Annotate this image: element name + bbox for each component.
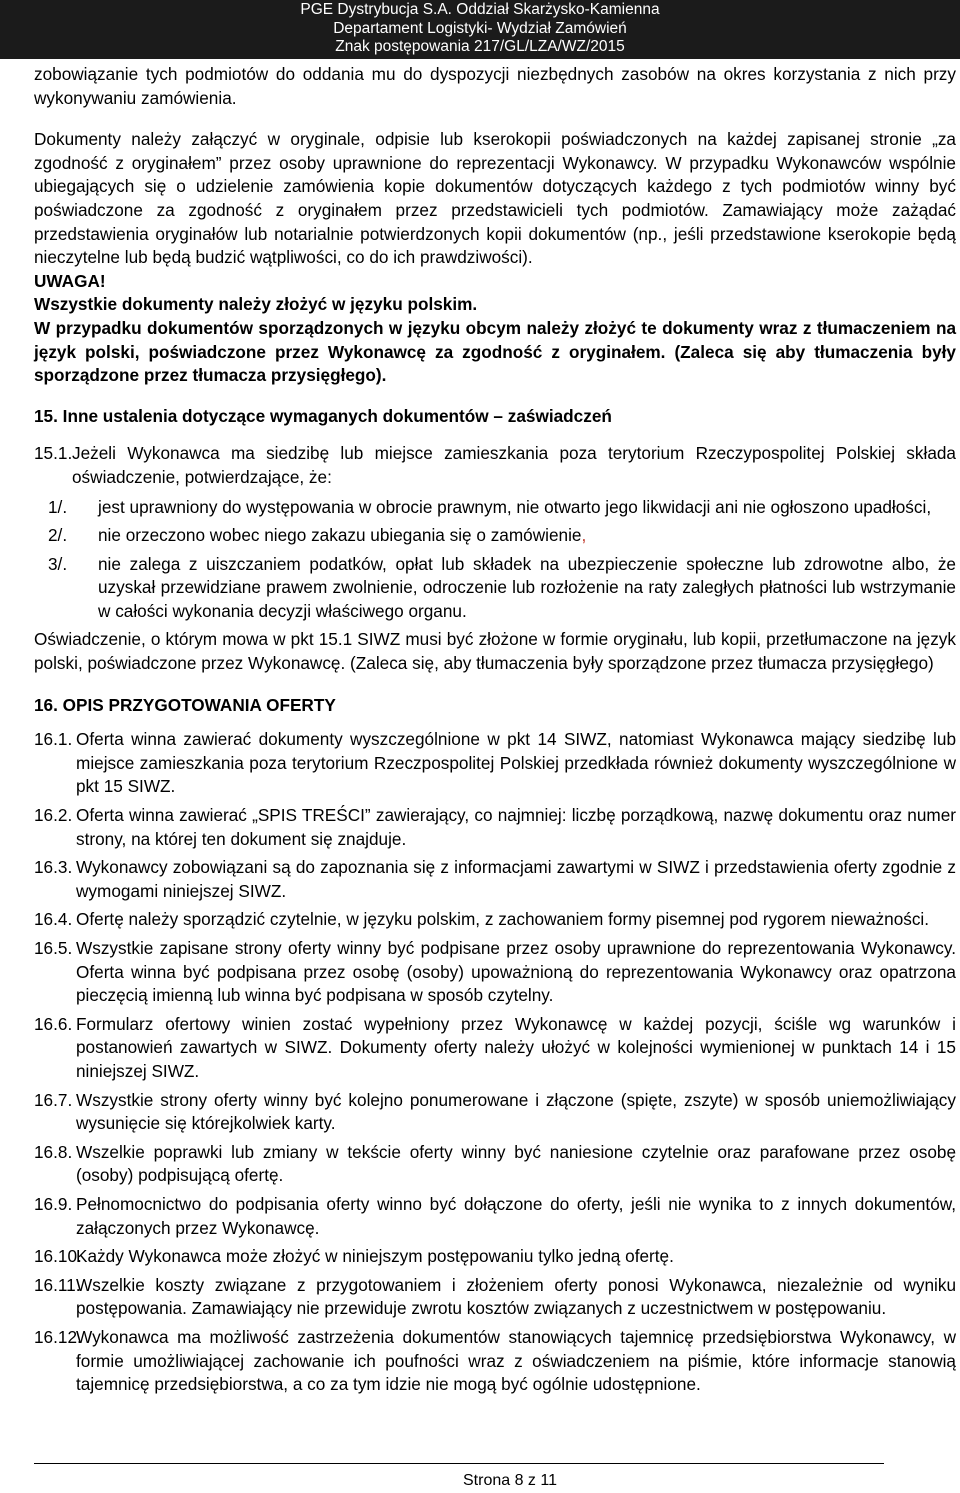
warning-language: Wszystkie dokumenty należy złożyć w języku polskim.: [34, 294, 478, 315]
offer-rule-text: Wszystkie zapisane strony oferty winny być podpisane przez osoby uprawnione do reprezentowania Wykonawcy. Oferta winna być podpisana przez osobę (osoby) upoważnioną do reprezentowania Wykonawcy oraz opatrzona pieczęcią imienną lub winna być podpisana w sposób czytelny.: [76, 938, 956, 1006]
section-15-heading: 15. Inne ustalenia dotyczące wymaganych dokumentów – zaświadczeń: [34, 405, 612, 426]
offer-rule-item: [34, 728, 956, 799]
offer-rule-item: [34, 1013, 956, 1084]
offer-rule-item: [34, 1141, 956, 1188]
header-department: Departament Logistyki- Wydział Zamówień: [333, 19, 627, 37]
offer-rule-number: 16.12.: [34, 1326, 82, 1347]
page-number: Strona 8 z 11: [463, 1472, 557, 1489]
offer-rule-number: 16.5.: [34, 938, 73, 958]
offer-rule-number: 16.7.: [34, 1089, 73, 1110]
offer-rule-text: Formularz ofertowy winien zostać wypełniony przez Wykonawcę w każdej pozycji, ściśle wg warunków i postanowień zawartych w SIWZ. Dokumenty oferty należy ułożyć w kolejności wymienionej w punktach 14 i 15 niniejszej SIWZ.: [76, 1013, 956, 1081]
offer-rule-number: 16.10.: [34, 1246, 82, 1267]
offer-rule-number: 16.2.: [34, 805, 73, 826]
offer-rule-number: 16.4.: [34, 909, 73, 930]
item-number: 15.1.: [34, 443, 73, 464]
offer-rule-item: [34, 908, 956, 932]
declaration-item-number: 1/.: [48, 496, 68, 517]
header-reference: Znak postępowania 217/GL/LZA/WZ/2015: [335, 38, 625, 55]
declaration-item-text: nie zalega z uiszczaniem podatków, opłat lub składek na ubezpieczenie społeczne lub zdrowotne albo, że uzyskał przewidziane prawem zwolnienie, odroczenie lub rozłożenie na raty zaległych płatności lub wstrzymanie w całości wykonania decyzji właściwego organu.: [98, 553, 956, 621]
offer-rule-text: Ofertę należy sporządzić czytelnie, w języku polskim, z zachowaniem formy pisemnej pod rygorem nieważności.: [76, 909, 930, 930]
offer-rule-item: [34, 1274, 956, 1321]
offer-rule-number: 16.9.: [34, 1193, 73, 1214]
declaration-item: [34, 553, 956, 624]
offer-rule-item: [34, 804, 956, 851]
offer-rule-text: Oferta winna zawierać „SPIS TREŚCI” zawierający, co najmniej: liczbę porządkową, nazwę dokumentu oraz numer strony, na której ten dokument się znajduje.: [76, 805, 956, 849]
paragraph-documents: Dokumenty należy załączyć w oryginale, odpisie lub kserokopii poświadczonych na każdej zapisanej stronie „za zgodność z oryginałem” przez osoby uprawnione do reprezentacji Wykonawcy. W przypadku Wykonawców wspólnie ubiegających się o udzielenie zamówienia kopie dokumentów dotyczących każdego z tych podmiotów winny być poświadczone za zgodność z oryginałem przez przedstawicieli tych podmiotów. Zamawiający może zażądać przedstawienia oryginałów lub notarialnie potwierdzonych kopii dokumentów (np., jeśli przedstawione kserokopie będą nieczytelne lub będą budzić wątpliwości, co do ich prawdziwości).: [34, 129, 956, 268]
offer-rule-item: [34, 937, 956, 1008]
paragraph-declaration: Oświadczenie, o którym mowa w pkt 15.1 SIWZ musi być złożone w formie oryginału, lub kopii, przetłumaczone na język polski, poświadczone przez Wykonawcę. (Zaleca się, aby tłumaczenia były sporządzone przez tłumacza przysięgłego): [34, 629, 956, 674]
offer-rule-number: 16.8.: [34, 1141, 73, 1162]
header-company: PGE Dystrybucja S.A. Oddział Skarżysko-Kamienna: [300, 1, 660, 18]
page-header: [0, 0, 960, 59]
offer-rule-text: Oferta winna zawierać dokumenty wyszczególnione w pkt 14 SIWZ, natomiast Wykonawca mający siedzibę lub miejsce zamieszkania poza terytorium Rzeczpospolitej Polskiej przedkłada również dokumenty wyszczególnione w pkt 15 SIWZ.: [76, 729, 956, 797]
item-15-1: [34, 442, 956, 489]
offer-rule-item: [34, 1245, 956, 1269]
warning-label: UWAGA!: [34, 270, 106, 291]
declaration-item-text: nie orzeczono wobec niego zakazu ubiegania się o zamówienie,: [98, 525, 587, 546]
offer-rule-number: 16.6.: [34, 1013, 73, 1034]
offer-rule-item: [34, 1193, 956, 1240]
document-body: [34, 63, 956, 1402]
declaration-list: [34, 496, 956, 624]
offer-rule-number: 16.3.: [34, 857, 73, 878]
offer-rule-text: Wykonawca ma możliwość zastrzeżenia dokumentów stanowiących tajemnicę przedsiębiorstwa Wykonawcy, w formie umożliwiającej zachowanie ich poufności wraz z oświadczeniem na piśmie, które informacje stanowią tajemnicę przedsiębiorstwa, a co za tym idzie nie mogą być ogólnie udostępnione.: [76, 1326, 956, 1395]
declaration-item: [34, 496, 956, 520]
offer-rule-text: Wykonawcy zobowiązani są do zapoznania się z informacjami zawartymi w SIWZ i przedstawienia oferty zgodnie z wymogami niniejszej SIWZ.: [76, 857, 956, 901]
offer-rule-number: 16.1.: [34, 729, 73, 750]
offer-rule-text: Pełnomocnictwo do podpisania oferty winno być dołączone do oferty, jeśli nie wynika to z innych dokumentów, załączonych przez Wykonawcę.: [76, 1193, 956, 1238]
warning-translation: W przypadku dokumentów sporządzonych w języku obcym należy złożyć te dokumenty wraz z tłumaczeniem na język polski, poświadczone przez Wykonawcę za zgodność z oryginałem. (Zaleca się aby tłumaczenia były sporządzone przez tłumacza przysięgłego).: [34, 317, 956, 386]
offer-rule-item: [34, 1326, 956, 1397]
offer-rule-text: Wszelkie koszty związane z przygotowaniem i złożeniem oferty ponosi Wykonawca, niezależnie od wyniku postępowania. Zamawiający nie przewiduje zwrotu kosztów związanych z uczestnictwem w postępowaniu.: [76, 1274, 956, 1319]
footer-divider: [34, 1463, 884, 1464]
declaration-item-number: 3/.: [48, 553, 68, 574]
item-text: Jeżeli Wykonawca ma siedzibę lub miejsce zamieszkania poza terytorium Rzeczypospolitej Polskiej składa oświadczenie, potwierdzające, że:: [72, 443, 956, 487]
offer-rule-text: Wszystkie strony oferty winny być kolejno ponumerowane i złączone (spięte, zszyte) w sposób uniemożliwiający wysunięcie się którejkolwiek karty.: [76, 1089, 956, 1134]
declaration-item-number: 2/.: [48, 525, 68, 546]
offer-rule-text: Każdy Wykonawca może złożyć w niniejszym postępowaniu tylko jedną ofertę.: [76, 1246, 674, 1267]
offer-rule-item: [34, 856, 956, 903]
declaration-item-text: jest uprawniony do występowania w obrocie prawnym, nie otwarto jego likwidacji ani nie ogłoszono upadłości,: [98, 496, 932, 517]
declaration-item: [34, 524, 956, 548]
offer-rules-list: [34, 728, 956, 1396]
offer-rule-text: Wszelkie poprawki lub zmiany w tekście oferty winny być naniesione czytelnie oraz parafowane przez osobę (osoby) podpisującą ofertę.: [76, 1141, 956, 1186]
offer-rule-number: 16.11.: [34, 1274, 81, 1295]
offer-rule-item: [34, 1089, 956, 1136]
paragraph-obligation: zobowiązanie tych podmiotów do oddania mu do dyspozycji niezbędnych zasobów na okres korzystania z nich przy wykonywaniu zamówienia.: [34, 64, 956, 108]
declaration-item-tail: ,: [581, 525, 587, 546]
section-16-heading: 16. OPIS PRZYGOTOWANIA OFERTY: [34, 694, 336, 715]
